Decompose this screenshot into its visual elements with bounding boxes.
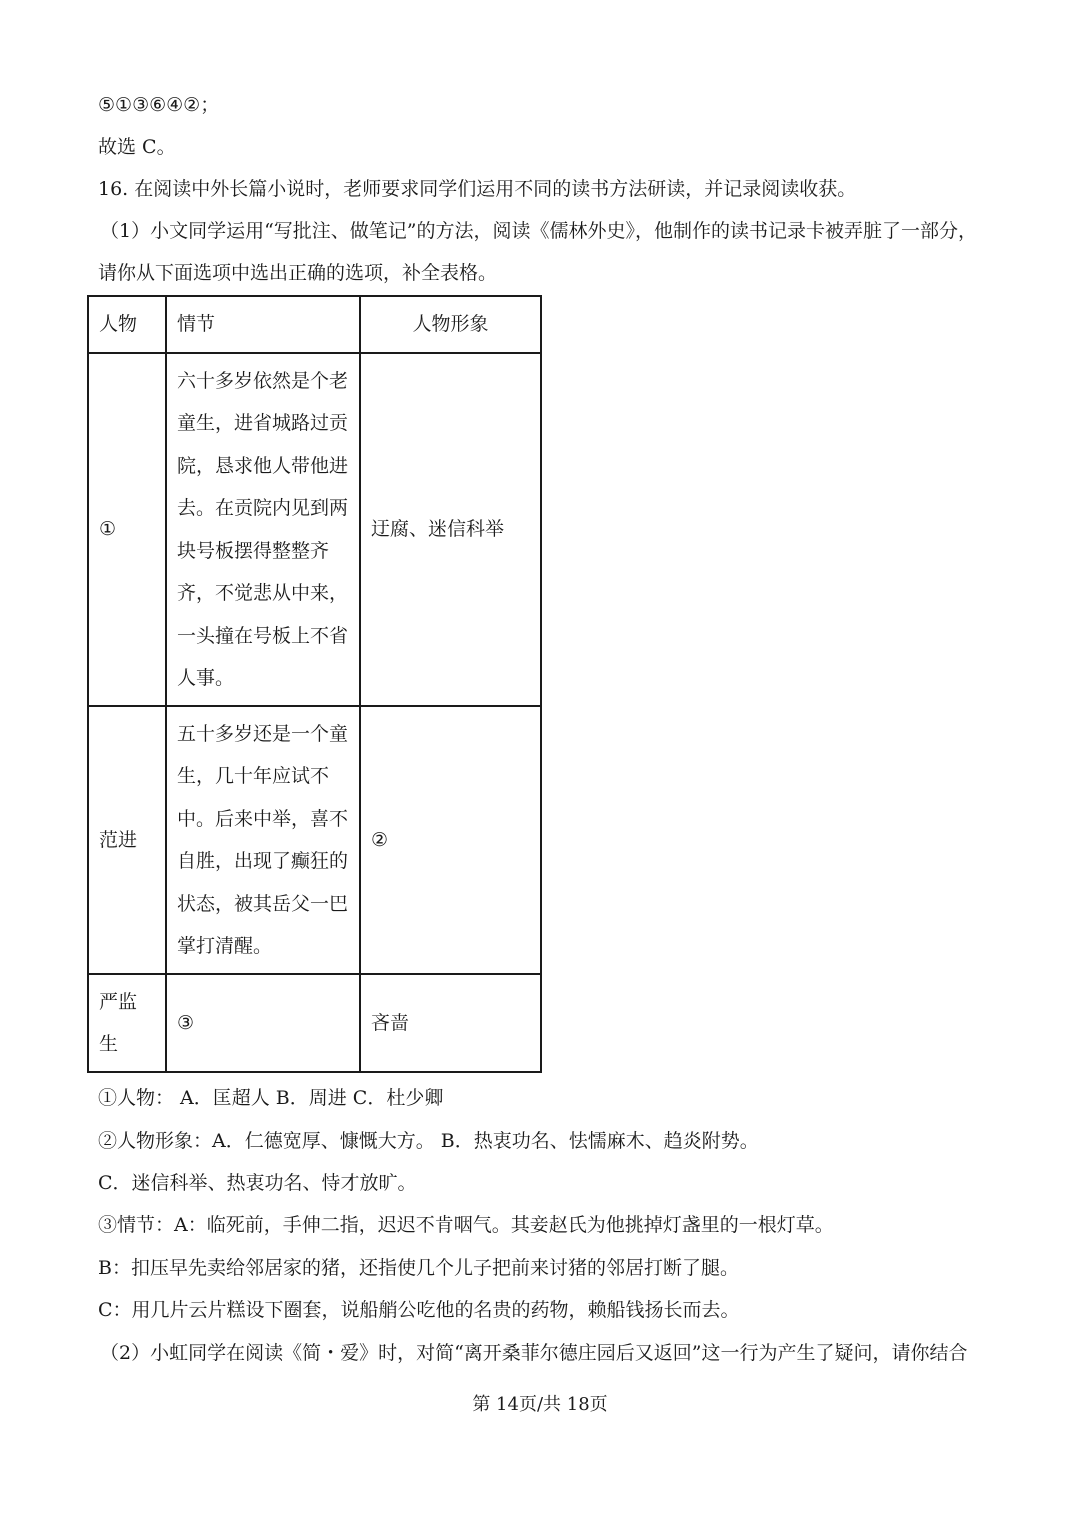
part1-instruction-line1: （1）小文同学运用“写批注、做笔记”的方法，阅读《儒林外史》，他制作的读书记录卡被弄脏了一部分， (100, 220, 978, 242)
part2-instruction-line1: （2）小虹同学在阅读《简・爱》时，对简“离开桑菲尔德庄园后又返回”这一行为产生了疑问，请你结合 (100, 1342, 968, 1364)
cell-image: ② (360, 706, 541, 974)
cell-plot: 六十多岁依然是个老童生，进省城路过贡院，恳求他人带他进去。在贡院内见到两块号板摆得整整齐齐，不觉悲从中来，一头撞在号板上不省人事。 (166, 353, 360, 706)
option-persons: ①人物： A．匡超人 B．周进 C．杜少卿 (98, 1087, 444, 1109)
cell-image: 迂腐、迷信科举 (360, 353, 541, 706)
option-images: ②人物形象：A．仁德宽厚、慷慨大方。 B．热衷功名、怯懦麻木、趋炎附势。 (98, 1130, 759, 1152)
option-plot-c: C：用几片云片糕设下圈套，说船艄公吃他的名贵的药物，赖船钱扬长而去。 (98, 1299, 740, 1321)
cell-person: 严监生 (88, 974, 166, 1072)
question-stem: 16. 在阅读中外长篇小说时，老师要求同学们运用不同的读书方法研读，并记录阅读收获。 (98, 178, 857, 200)
cell-plot: 五十多岁还是一个童生，几十年应试不中。后来中举，喜不自胜，出现了癫狂的状态，被其岳父一巴掌打清醒。 (166, 706, 360, 974)
option-images-c: C．迷信科举、热衷功名、恃才放旷。 (98, 1172, 417, 1194)
cell-plot: ③ (166, 974, 360, 1072)
previous-answer-conclusion: 故选 C。 (98, 136, 176, 158)
cell-person: 范进 (88, 706, 166, 974)
header-person: 人物 (88, 296, 166, 353)
option-plot-a: ③情节：A：临死前，手伸二指，迟迟不肯咽气。其妾赵氏为他挑掉灯盏里的一根灯草。 (98, 1214, 834, 1236)
table-header-row (88, 296, 541, 353)
part1-instruction-line2: 请你从下面选项中选出正确的选项，补全表格。 (98, 262, 498, 284)
cell-person: ① (88, 353, 166, 706)
cell-image: 吝啬 (360, 974, 541, 1072)
option-plot-b: B：扣压早先卖给邻居家的猪，还指使几个儿子把前来讨猪的邻居打断了腿。 (98, 1257, 739, 1279)
previous-answer-sequence: ⑤①③⑥④②； (98, 94, 220, 116)
header-image: 人物形象 (360, 296, 541, 353)
page-number: 第 14页/共 18页 (472, 1394, 608, 1415)
table-row (88, 353, 541, 706)
header-plot: 情节 (166, 296, 360, 353)
table-row (88, 974, 541, 1072)
table-row (88, 706, 541, 974)
reading-record-table (87, 295, 542, 1073)
